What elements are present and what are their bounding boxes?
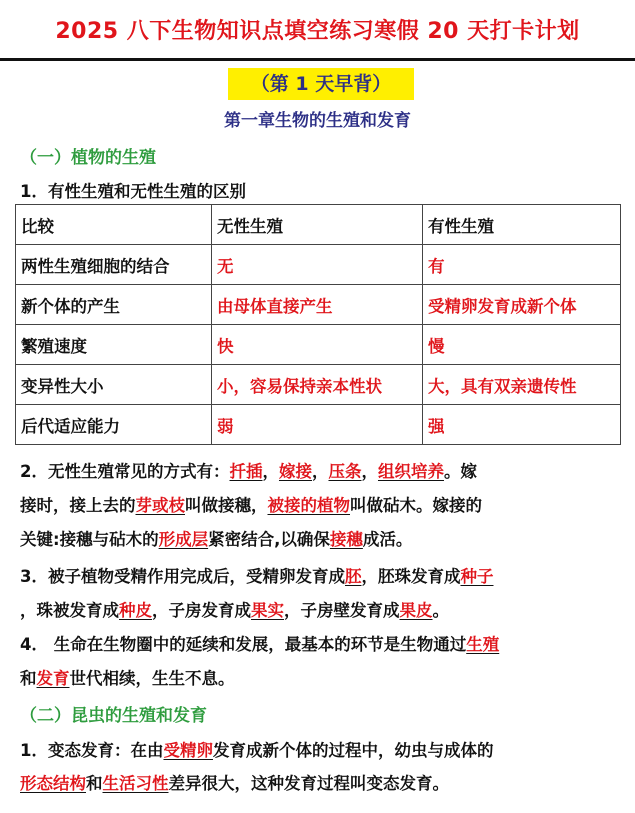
question-1-heading: 1．有性生殖和无性生殖的区别 [20,182,246,201]
answer-blank: 生活习性 [102,774,169,793]
section-heading-plants: （一）植物的生殖 [20,148,156,168]
table-row-label: 新个体的产生 [16,285,212,325]
table-header-cell: 比较 [16,205,212,245]
answer-blank: 组织培养 [377,462,444,481]
table-answer-cell: 大，具有双亲遗传性 [423,365,621,405]
q3-text: 3．被子植物受精作用完成后，受精卵发育成 [20,567,345,586]
table-answer-cell: 小，容易保持亲本性状 [212,365,423,405]
q5-text: 和 [86,774,103,793]
q3-text: ，珠被发育成 [20,601,119,620]
answer-blank: 扦插 [229,462,263,481]
table-row [16,285,621,325]
q2-line-2 [20,492,620,516]
answer-blank: 受精卵 [163,741,213,760]
q5-text: 差异很大，这种发育过程叫变态发育。 [168,774,449,793]
q4-text: 和 [20,669,37,688]
table-row [16,365,621,405]
q2-text: 紧密结合,以确保 [208,530,330,549]
answer-blank: 生殖 [466,635,500,654]
day-badge: （第 1 天早背） [228,68,414,100]
answer-blank: 种皮 [119,601,152,620]
answer-blank: 形成层 [158,530,209,549]
table-answer-cell: 快 [212,325,423,365]
page-title: 2025 八下生物知识点填空练习寒假 20 天打卡计划 [55,19,580,44]
q3-text: 。 [432,601,449,620]
answer-blank: 发育 [36,669,70,688]
chapter-title: 第一章生物的生殖和发育 [224,111,411,131]
answer-blank: 种子 [460,567,494,586]
answer-blank: 被接的植物 [267,496,350,515]
q2-text: 接时，接上去的 [20,496,136,515]
table-answer-cell: 弱 [212,405,423,445]
q4-line-2 [20,665,620,689]
q2-line-1 [20,458,620,482]
answer-blank: 接穗 [329,530,363,549]
q2-text: 2．无性生殖常见的方式有： [20,462,230,481]
table-answer-cell: 由母体直接产生 [212,285,423,325]
q3-line-1 [20,563,620,587]
table-row [16,245,621,285]
answer-blank: 果皮 [399,601,433,620]
q4-line-1 [20,631,620,655]
q5-text: 1．变态发育：在由 [20,741,164,760]
q5-text: 发育成新个体的过程中，幼虫与成体的 [212,741,494,760]
table-answer-cell: 强 [423,405,621,445]
table-answer-cell: 无 [212,245,423,285]
q5-line-1 [20,737,620,761]
comparison-table [15,204,621,445]
q2-text: 叫做接穗， [185,496,268,515]
answer-blank: 果实 [251,601,284,620]
section-heading-insects: （二）昆虫的生殖和发育 [20,706,207,726]
q3-text: ，子房壁发育成 [284,601,400,620]
q2-text: 关键:接穗与砧木的 [20,530,159,549]
table-row-label: 变异性大小 [16,365,212,405]
q4-text: 世代相续，生生不息。 [69,669,235,688]
table-row [16,325,621,365]
title-divider [0,58,635,61]
q5-line-2 [20,770,620,794]
table-header-row [16,205,621,245]
answer-blank: 芽或枝 [135,496,185,515]
answer-blank: 胚 [344,567,362,586]
table-row-label: 后代适应能力 [16,405,212,445]
answer-blank: 压条 [328,462,362,481]
q2-text: ， [311,462,329,481]
table-header-cell: 无性生殖 [212,205,423,245]
q4-text: 4． 生命在生物圈中的延续和发展，最基本的环节是生物通过 [20,635,467,654]
table-row [16,405,621,445]
answer-blank: 嫁接 [278,462,312,481]
q2-text: 成活。 [362,530,413,549]
q2-text: ， [361,462,378,481]
q3-text: ，胚珠发育成 [361,567,461,586]
q2-text: ， [262,462,279,481]
q2-line-3 [20,526,620,550]
table-row-label: 繁殖速度 [16,325,212,365]
answer-blank: 形态结构 [20,774,86,793]
table-answer-cell: 受精卵发育成新个体 [423,285,621,325]
q3-line-2 [20,597,620,621]
q2-text: 叫做砧木。嫁接的 [350,496,482,515]
table-answer-cell: 有 [423,245,621,285]
table-answer-cell: 慢 [423,325,621,365]
q2-text: 。嫁 [443,462,477,481]
table-header-cell: 有性生殖 [423,205,621,245]
q3-text: ，子房发育成 [152,601,251,620]
table-row-label: 两性生殖细胞的结合 [16,245,212,285]
